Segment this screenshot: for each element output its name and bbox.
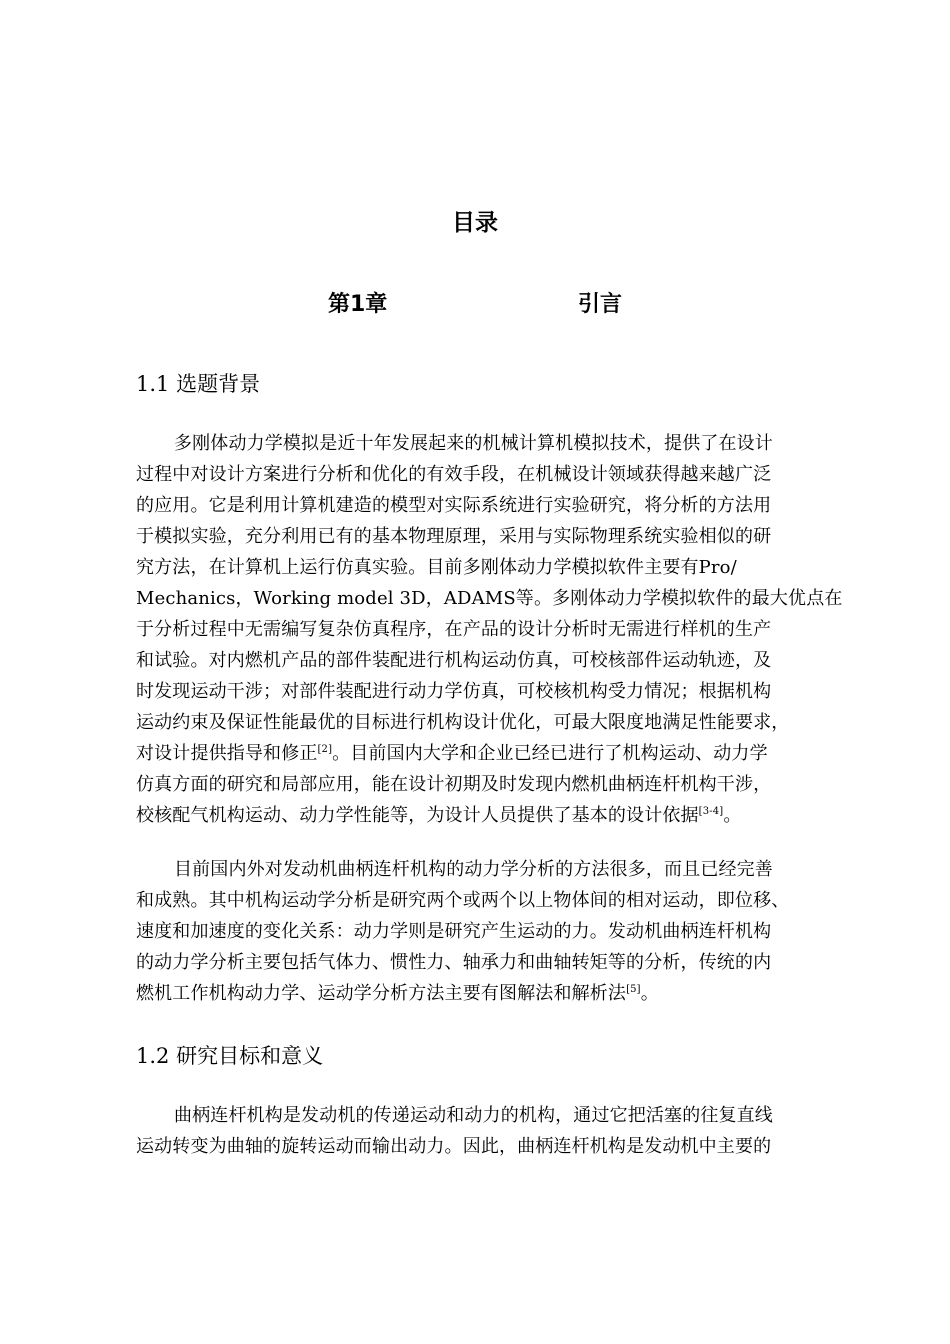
paragraph-line: 曲柄连杆机构是发动机的传递运动和动力的机构，通过它把活塞的往复直线 bbox=[174, 1105, 773, 1126]
line-text: 。 bbox=[723, 805, 742, 826]
paragraph-line: 运动约束及保证性能最优的目标进行机构设计优化，可最大限度地满足性能要求， bbox=[136, 712, 790, 733]
citation-ref: [2] bbox=[317, 744, 333, 755]
paragraph-line: 于模拟实验，充分利用已有的基本物理原理，采用与实际物理系统实验相似的研 bbox=[136, 526, 772, 547]
paragraph-line: Mechanics，Working model 3D，ADAMS等。多刚体动力学模拟软件的最大优点在 bbox=[136, 588, 843, 609]
paragraph-line: 和试验。对内燃机产品的部件装配进行机构运动仿真，可校核部件运动轨迹，及 bbox=[136, 650, 772, 671]
paragraph-line: 仿真方面的研究和局部应用，能在设计初期及时发现内燃机曲柄连杆机构干涉， bbox=[136, 774, 772, 795]
chapter-heading bbox=[0, 289, 950, 321]
citation-ref: [5] bbox=[626, 984, 641, 995]
toc-title: 目录 bbox=[452, 210, 498, 236]
line-text: 校核配气机构运动、动力学性能等，为设计人员提供了基本的设计依据 bbox=[136, 805, 699, 826]
paragraph-line: 目前国内外对发动机曲柄连杆机构的动力学分析的方法很多，而且已经完善 bbox=[174, 859, 773, 880]
paragraph-methods bbox=[136, 854, 816, 1009]
paragraph-line: 的应用。它是利用计算机建造的模型对实际系统进行实验研究，将分析的方法用 bbox=[136, 495, 772, 516]
paragraph-background bbox=[136, 428, 843, 831]
paragraph-line: 过程中对设计方案进行分析和优化的有效手段，在机械设计领域获得越来越广泛 bbox=[136, 464, 772, 485]
paragraph-line: 多刚体动力学模拟是近十年发展起来的机械计算机模拟技术，提供了在设计 bbox=[174, 433, 773, 454]
paragraph-line: 究方法，在计算机上运行仿真实验。目前多刚体动力学模拟软件主要有Pro/ bbox=[136, 557, 737, 578]
chapter-title: 引言 bbox=[578, 292, 623, 317]
paragraph-line: 速度和加速度的变化关系：动力学则是研究产生运动的力。发动机曲柄连杆机构 bbox=[136, 921, 772, 942]
chapter-number: 第1章 bbox=[328, 292, 388, 317]
paragraph-line bbox=[136, 978, 816, 1009]
paragraph-objectives bbox=[136, 1100, 816, 1162]
paragraph-line bbox=[136, 800, 816, 831]
section-heading-1-1: 1.1 选题背景 bbox=[136, 372, 261, 396]
section-heading-1-2: 1.2 研究目标和意义 bbox=[136, 1044, 324, 1068]
paragraph-line: 于分析过程中无需编写复杂仿真程序，在产品的设计分析时无需进行样机的生产 bbox=[136, 619, 772, 640]
citation-ref: [3-4] bbox=[698, 806, 724, 817]
paragraph-line: 运动转变为曲轴的旋转运动而输出动力。因此，曲柄连杆机构是发动机中主要的 bbox=[136, 1136, 772, 1157]
paragraph-line: 的动力学分析主要包括气体力、惯性力、轴承力和曲轴转矩等的分析，传统的内 bbox=[136, 952, 772, 973]
paragraph-line: 和成熟。其中机构运动学分析是研究两个或两个以上物体间的相对运动，即位移、 bbox=[136, 890, 790, 911]
line-text: 。目前国内大学和企业已经已进行了机构运动、动力学 bbox=[332, 743, 768, 764]
paragraph-line: 时发现运动干涉；对部件装配进行动力学仿真，可校核机构受力情况；根据机构 bbox=[136, 681, 772, 702]
paragraph-line bbox=[136, 738, 816, 769]
line-text: 。 bbox=[640, 983, 659, 1004]
line-text: 对设计提供指导和修正 bbox=[136, 743, 318, 764]
line-text: 燃机工作机构动力学、运动学分析方法主要有图解法和解析法 bbox=[136, 983, 627, 1004]
